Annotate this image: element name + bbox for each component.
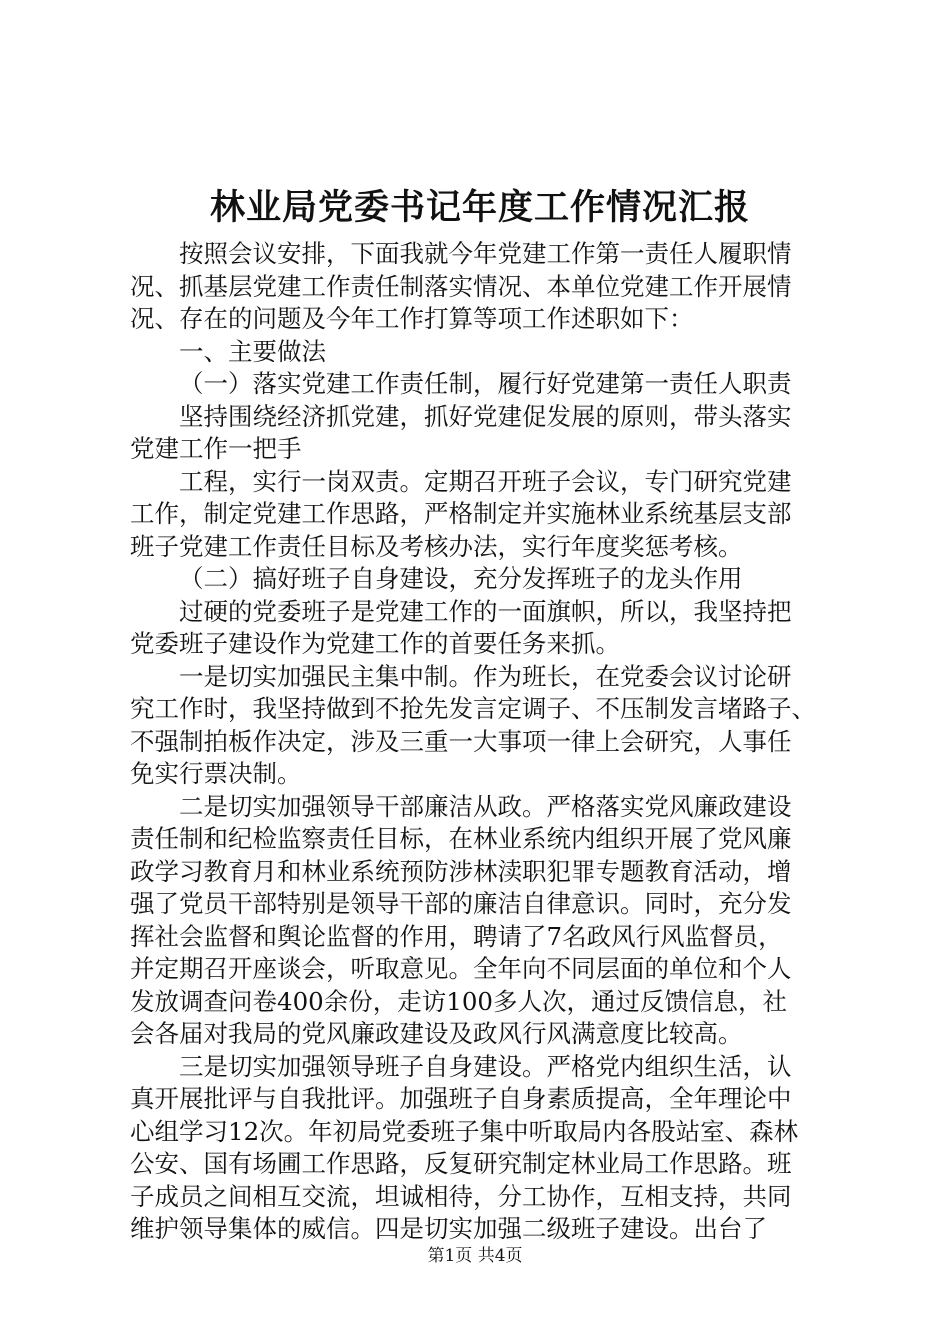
text-line: 政学习教育月和林业系统预防涉林渎职犯罪专题教育活动，增 [130, 856, 792, 886]
text-line: 一是切实加强民主集中制。作为班长，在党委会议讨论研 [179, 661, 792, 691]
text-line: 三是切实加强领导班子自身建设。严格党内组织生活，认 [179, 1051, 792, 1081]
text-line: 二是切实加强领导干部廉洁从政。严格落实党风廉政建设 [179, 791, 792, 821]
text-line: 责任制和纪检监察责任目标，在林业系统内组织开展了党风廉 [130, 824, 792, 853]
subsection-heading: （二）搞好班子自身建设，充分发挥班子的龙头作用 [179, 564, 743, 593]
text-line: 究工作时，我坚持做到不抢先发言定调子、不压制发言堵路子、 [130, 694, 816, 723]
text-line: 况、抓基层党建工作责任制落实情况、本单位党建工作开展情 [130, 271, 792, 301]
page-footer: 第1页 共4页 [427, 1246, 523, 1266]
text-line: 维护领导集体的威信。四是切实加强二级班子建设。出台了 [130, 1214, 767, 1243]
text-line: 过硬的党委班子是党建工作的一面旗帜，所以，我坚持把 [179, 596, 792, 626]
text-line: 党建工作一把手 [130, 434, 302, 463]
subsection-heading: （一）落实党建工作责任制，履行好党建第一责任人职责 [179, 369, 792, 398]
text-line: 工程，实行一岗双责。定期召开班子会议，专门研究党建 [179, 466, 792, 496]
text-line: 党委班子建设作为党建工作的首要任务来抓。 [130, 629, 620, 658]
document-title: 林业局党委书记年度工作情况汇报 [209, 187, 750, 228]
text-line: 心组学习12次。年初局党委班子集中听取局内各股站室、森林 [130, 1116, 799, 1146]
text-line: 坚持围绕经济抓党建，抓好党建促发展的原则，带头落实 [179, 401, 792, 431]
text-line: 子成员之间相互交流，坦诚相待，分工协作，互相支持，共同 [130, 1181, 792, 1211]
text-line: 挥社会监督和舆论监督的作用，聘请了7名政风行风监督员， [130, 921, 783, 951]
text-line: 班子党建工作责任目标及考核办法，实行年度奖惩考核。 [130, 531, 743, 561]
section-heading: 一、主要做法 [179, 336, 326, 366]
document-body [130, 238, 830, 1246]
text-line: 免实行票决制。 [130, 759, 302, 788]
text-line: 不强制拍板作决定，涉及三重一大事项一律上会研究，人事任 [130, 726, 792, 756]
text-line: 况、存在的问题及今年工作打算等项工作述职如下： [130, 304, 694, 333]
text-line: 并定期召开座谈会，听取意见。全年向不同层面的单位和个人 [130, 954, 792, 983]
text-line: 公安、国有场圃工作思路，反复研究制定林业局工作思路。班 [130, 1149, 792, 1178]
text-line: 会各届对我局的党风廉政建设及政风行风满意度比较高。 [130, 1019, 743, 1048]
text-line: 真开展批评与自我批评。加强班子自身素质提高，全年理论中 [130, 1084, 792, 1113]
text-line: 工作，制定党建工作思路，严格制定并实施林业系统基层支部 [130, 499, 792, 528]
text-line: 按照会议安排，下面我就今年党建工作第一责任人履职情 [179, 239, 792, 268]
text-line: 发放调查问卷400余份，走访100多人次，通过反馈信息，社 [130, 986, 788, 1016]
text-line: 强了党员干部特别是领导干部的廉洁自律意识。同时，充分发 [130, 889, 792, 918]
